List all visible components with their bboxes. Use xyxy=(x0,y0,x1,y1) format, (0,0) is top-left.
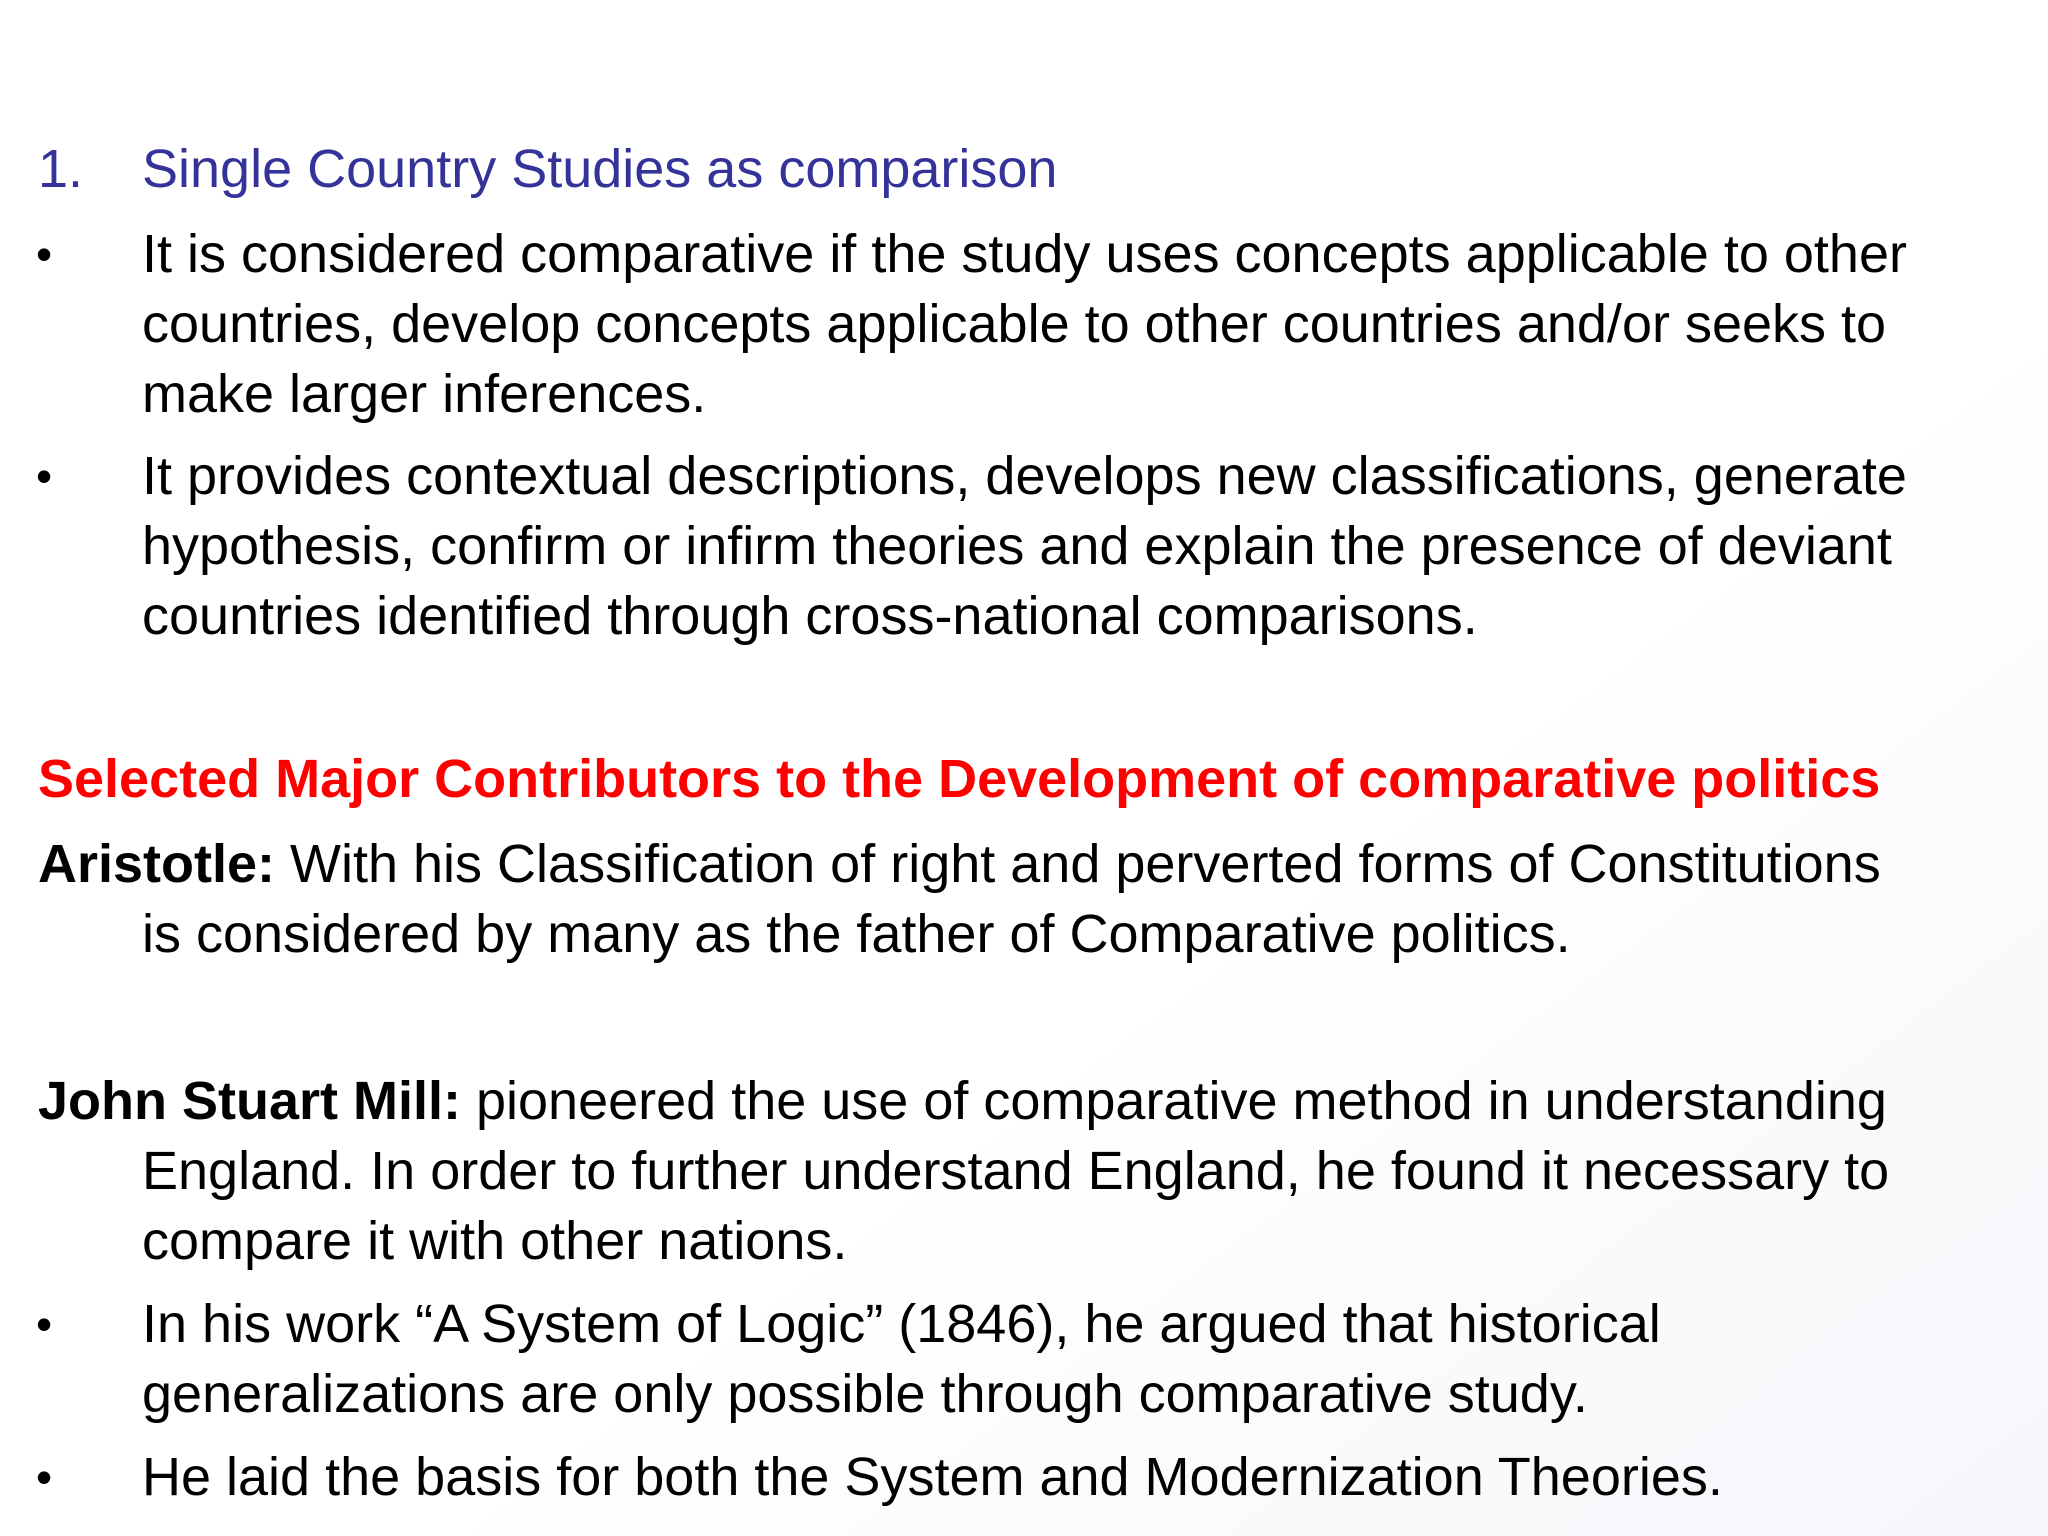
item-number: 1. xyxy=(38,139,84,199)
contributor-name: John Stuart Mill: xyxy=(38,1071,461,1131)
bullet-icon: • xyxy=(36,228,53,280)
bullet-icon: • xyxy=(36,450,53,502)
contributor-first-line xyxy=(38,1066,1887,1136)
bullet-text: It is considered comparative if the study uses concepts applicable to other countries, develop concepts applicable to other countries and/or seeks to make larger inferences. xyxy=(142,224,1907,424)
bullet-text: He laid the basis for both the System and Modernization Theories. xyxy=(142,1447,1723,1507)
contributor-description: With his Classification of right and perverted forms of Constitutions xyxy=(275,834,1881,894)
contributor-continuation: England. In order to further understand England, he found it necessary to compare it with other nations. xyxy=(142,1141,1890,1271)
bullet-text: It provides contextual descriptions, develops new classifications, generate hypothesis, confirm or infirm theories and explain the presence of deviant countries identified through cross-national comparisons. xyxy=(142,446,1907,646)
contributor-description: pioneered the use of comparative method in understanding xyxy=(460,1071,1887,1131)
contributor-first-line xyxy=(38,829,1881,899)
contributor-continuation: is considered by many as the father of Comparative politics. xyxy=(142,904,1571,964)
bullet-icon: • xyxy=(36,1451,53,1503)
bullet-icon: • xyxy=(36,1298,53,1350)
item-heading: Single Country Studies as comparison xyxy=(142,139,1058,199)
contributor-name: Aristotle: xyxy=(38,834,276,894)
section-heading-text: Selected Major Contributors to the Development of comparative politics xyxy=(38,749,1881,809)
bullet-text: In his work “A System of Logic” (1846), he argued that historical generalizations are only possible through comparative study. xyxy=(142,1294,1661,1424)
